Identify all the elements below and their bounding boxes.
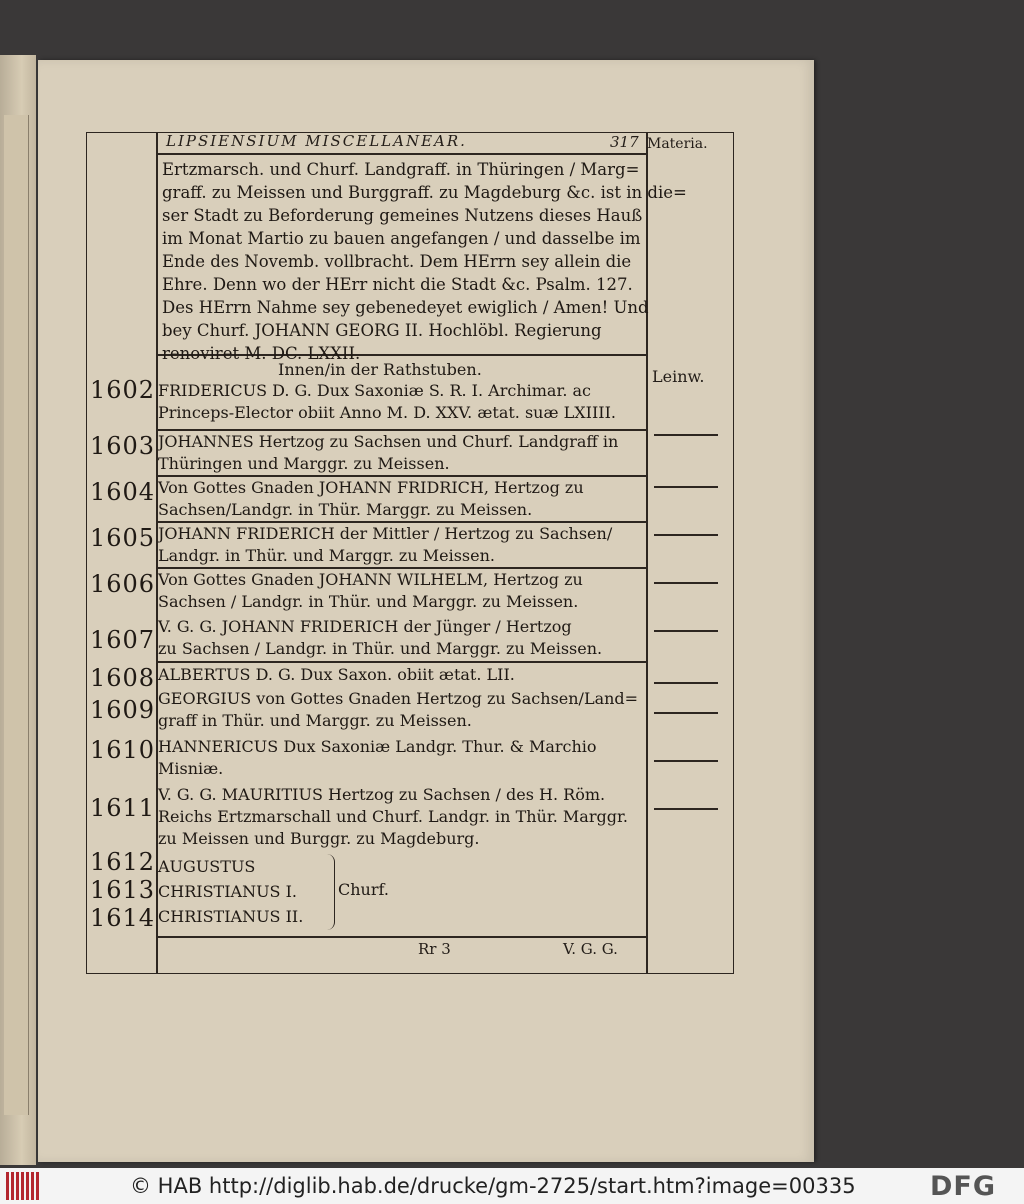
entry-line: ALBERTUS D. G. Dux Saxon. obiit ætat. LII. <box>158 665 515 684</box>
entry-line: graff in Thür. und Marggr. zu Meissen. <box>158 711 472 730</box>
entry-line: Misniæ. <box>158 759 224 778</box>
book-page <box>38 60 814 1162</box>
materia-column-heading: Materia. <box>647 136 708 152</box>
entry-text <box>158 856 648 878</box>
year-label: 1604 <box>90 478 156 506</box>
entry-line: FRIDERICUS D. G. Dux Saxoniæ S. R. I. Archimar. ac <box>158 381 592 400</box>
intro-line: Ende des Novemb. vollbracht. Dem HErrn sey allein die <box>162 252 632 271</box>
hab-logo-icon <box>6 1172 46 1200</box>
entry-text <box>158 380 648 424</box>
section-heading: Innen/in der Rathstuben. <box>278 360 482 379</box>
page-number: 317 <box>610 133 639 151</box>
materia-dash <box>654 486 718 488</box>
materia-dash <box>654 434 718 436</box>
header-rule <box>156 153 646 155</box>
entry-line: GEORGIUS von Gottes Gnaden Hertzog zu Sachsen/Land= <box>158 689 639 708</box>
year-label: 1610 <box>90 736 156 764</box>
intro-line: graff. zu Meissen und Burggraff. zu Magdeburg &c. ist in die= <box>162 183 687 202</box>
materia-value: Leinw. <box>652 367 705 386</box>
entry-line: CHRISTIANUS I. <box>158 882 298 901</box>
entry-text <box>158 569 648 613</box>
entry-line: Reichs Ertzmarschall und Churf. Landgr. in Thür. Marggr. <box>158 807 628 826</box>
signature-mark: Rr 3 <box>418 940 451 958</box>
entry-line: Sachsen/Landgr. in Thür. Marggr. zu Meissen. <box>158 500 533 519</box>
credit-link[interactable]: © HAB http://diglib.hab.de/drucke/gm-2725/start.htm?image=00335 <box>130 1174 856 1198</box>
materia-dash <box>654 630 718 632</box>
entry-rule <box>156 661 646 663</box>
brace <box>324 854 335 930</box>
entry-line: JOHANN FRIDERICH der Mittler / Hertzog zu Sachsen/ <box>158 524 613 543</box>
entry-text <box>158 906 648 928</box>
intro-text <box>162 158 687 365</box>
entry-text <box>158 616 648 660</box>
entry-text <box>158 523 648 567</box>
year-label: 1603 <box>90 432 156 460</box>
year-label: 1605 <box>90 524 156 552</box>
year-label: 1609 <box>90 696 156 724</box>
credits-bar <box>0 1168 1024 1204</box>
year-label: 1602 <box>90 376 156 404</box>
materia-dash <box>654 534 718 536</box>
previous-page-margin <box>4 115 29 1115</box>
entry-line: HANNERICUS Dux Saxoniæ Landgr. Thur. & Marchio <box>158 737 597 756</box>
entry-text <box>158 664 648 686</box>
footer-rule <box>156 936 646 938</box>
materia-dash <box>654 712 718 714</box>
intro-line: Ertzmarsch. und Churf. Landgraff. in Thüringen / Marg= <box>162 160 640 179</box>
entry-line: Thüringen und Marggr. zu Meissen. <box>158 454 450 473</box>
materia-dash <box>654 808 718 810</box>
intro-line: Ehre. Denn wo der HErr nicht die Stadt &c. Psalm. 127. <box>162 275 633 294</box>
brace-label: Churf. <box>338 880 389 899</box>
entry-line: Sachsen / Landgr. in Thür. und Marggr. zu Meissen. <box>158 592 579 611</box>
intro-line: Des HErrn Nahme sey gebenedeyet ewiglich / Amen! Und <box>162 298 649 317</box>
year-label: 1608 <box>90 664 156 692</box>
entry-line: CHRISTIANUS II. <box>158 907 304 926</box>
intro-line: im Monat Martio zu bauen angefangen / und dasselbe im <box>162 229 641 248</box>
entry-line: V. G. G. JOHANN FRIDERICH der Jünger / Hertzog <box>158 617 572 636</box>
materia-dash <box>654 582 718 584</box>
entry-text <box>158 477 648 521</box>
intro-line: renoviret M. DC. LXXII. <box>162 344 361 363</box>
entry-text <box>158 784 648 850</box>
materia-dash <box>654 760 718 762</box>
catchword: V. G. G. <box>563 940 618 958</box>
entry-line: Von Gottes Gnaden JOHANN WILHELM, Hertzog zu <box>158 570 583 589</box>
entry-line: Landgr. in Thür. und Marggr. zu Meissen. <box>158 546 495 565</box>
year-label: 1613 <box>90 876 156 904</box>
year-label: 1607 <box>90 626 156 654</box>
entry-line: Princeps-Elector obiit Anno M. D. XXV. ætat. suæ LXIIII. <box>158 403 616 422</box>
entry-line: zu Sachsen / Landgr. in Thür. und Marggr. zu Meissen. <box>158 639 603 658</box>
year-label: 1612 <box>90 848 156 876</box>
entry-line: V. G. G. MAURITIUS Hertzog zu Sachsen / des H. Röm. <box>158 785 606 804</box>
entry-line: zu Meissen und Burggr. zu Magdeburg. <box>158 829 480 848</box>
entry-text <box>158 431 648 475</box>
entry-line: AUGUSTUS <box>158 857 256 876</box>
previous-page-edge <box>0 55 36 1165</box>
entry-line: JOHANNES Hertzog zu Sachsen und Churf. Landgraff in <box>158 432 619 451</box>
intro-line: bey Churf. JOHANN GEORG II. Hochlöbl. Regierung <box>162 321 602 340</box>
entry-line: Von Gottes Gnaden JOHANN FRIDRICH, Hertzog zu <box>158 478 584 497</box>
year-label: 1606 <box>90 570 156 598</box>
dfg-logo: DFG <box>930 1171 997 1202</box>
entry-text <box>158 881 648 903</box>
year-label: 1611 <box>90 794 156 822</box>
year-label: 1614 <box>90 904 156 932</box>
entry-text <box>158 688 648 732</box>
intro-line: ser Stadt zu Beforderung gemeines Nutzens dieses Hauß <box>162 206 643 225</box>
running-title: LIPSIENSIUM MISCELLANEAR. <box>166 132 467 150</box>
materia-dash <box>654 682 718 684</box>
entry-text <box>158 736 648 780</box>
